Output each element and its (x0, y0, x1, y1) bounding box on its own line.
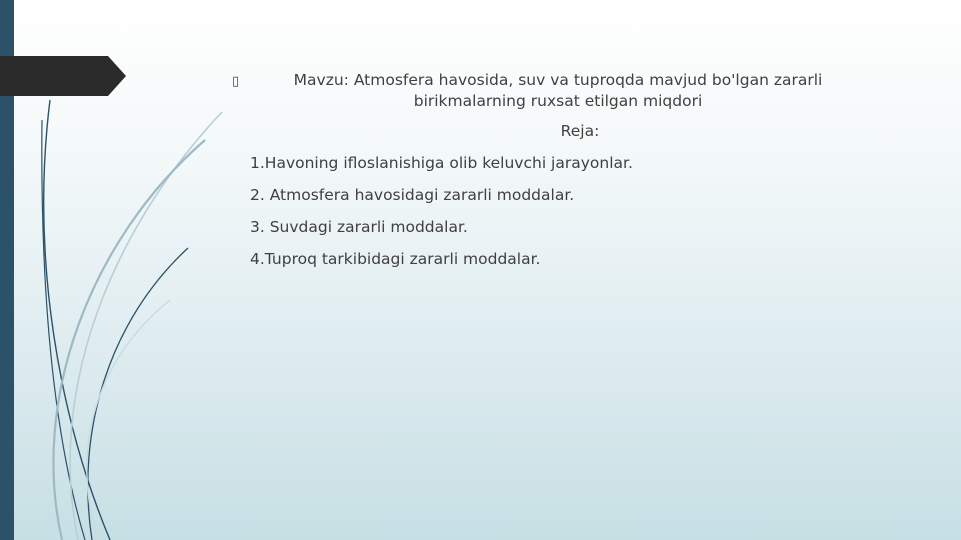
title-arrow-tab (0, 56, 126, 96)
plan-item-3: 3. Suvdagi zararli moddalar. (250, 218, 468, 236)
plan-item-4: 4.Tuproq tarkibidagi zararli moddalar. (250, 250, 541, 268)
slide-title (232, 70, 872, 112)
plan-item-2: 2. Atmosfera havosidagi zararli moddalar. (250, 186, 575, 204)
slide-title-text: Mavzu: Atmosfera havosida, suv va tuproqda mavjud bo'lgan zararli birikmalarning ruxsat etilgan miqdori (293, 71, 823, 110)
plan-item-1: 1.Havoning ifloslanishiga olib keluvchi jarayonlar. (250, 154, 633, 172)
square-bullet-icon: ▯ (232, 74, 240, 89)
slide-content (232, 70, 872, 272)
plan-heading: Reja: (560, 122, 600, 140)
